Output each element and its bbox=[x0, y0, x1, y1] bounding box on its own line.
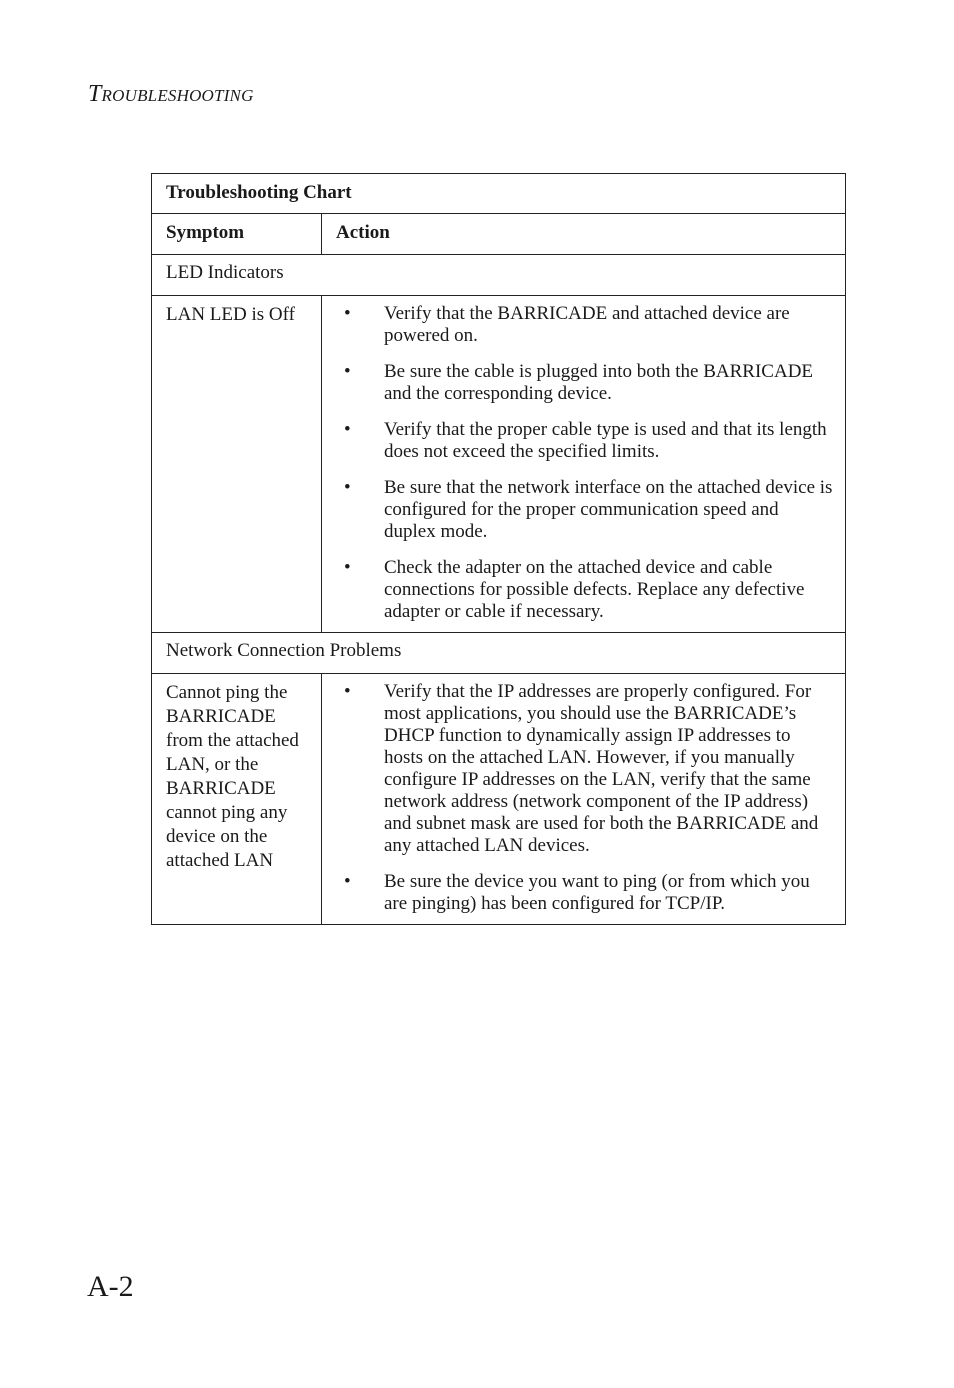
column-header-symptom: Symptom bbox=[152, 214, 322, 255]
column-header-action: Action bbox=[322, 214, 846, 255]
bullet-icon: • bbox=[344, 557, 351, 578]
action-list bbox=[336, 303, 833, 623]
bullet-icon: • bbox=[344, 303, 351, 324]
section-heading-network-connection-problems: Network Connection Problems bbox=[152, 633, 846, 674]
action-text: Be sure that the network interface on the attached device is configured for the proper communication speed and duplex mode. bbox=[384, 477, 833, 542]
bullet-icon: • bbox=[344, 681, 351, 702]
bullet-icon: • bbox=[344, 871, 351, 892]
table-title: Troubleshooting Chart bbox=[152, 174, 846, 214]
action-item bbox=[336, 871, 833, 915]
bullet-icon: • bbox=[344, 477, 351, 498]
section-heading-led-indicators: LED Indicators bbox=[152, 255, 846, 296]
table-title-row bbox=[152, 174, 846, 214]
action-cell bbox=[322, 296, 846, 633]
troubleshooting-chart bbox=[151, 173, 846, 925]
action-item bbox=[336, 419, 833, 463]
action-cell bbox=[322, 674, 846, 925]
action-item bbox=[336, 557, 833, 623]
table-row bbox=[152, 674, 846, 925]
action-text: Check the adapter on the attached device and cable connections for possible defects. Replace any defective adapter or cable if necessary. bbox=[384, 557, 805, 622]
action-text: Be sure the device you want to ping (or from which you are pinging) has been configured for TCP/IP. bbox=[384, 871, 810, 914]
section-row bbox=[152, 255, 846, 296]
action-item bbox=[336, 681, 833, 857]
action-text: Verify that the proper cable type is used and that its length does not exceed the specified limits. bbox=[384, 419, 827, 462]
action-text: Be sure the cable is plugged into both the BARRICADE and the corresponding device. bbox=[384, 361, 814, 404]
table-row bbox=[152, 296, 846, 633]
bullet-icon: • bbox=[344, 419, 351, 440]
action-item bbox=[336, 303, 833, 347]
symptom-cell: Cannot ping the BARRICADE from the attached LAN, or the BARRICADE cannot ping any device on the attached LAN bbox=[152, 674, 322, 925]
bullet-icon: • bbox=[344, 361, 351, 382]
action-text: Verify that the IP addresses are properly configured. For most applications, you should use the BARRICADE’s DHCP function to dynamically assign IP addresses to hosts on the attached LAN. However, if you manually configure IP addresses on the LAN, verify that the same network address (network component of the IP address) and subnet mask are used for both the BARRICADE and any attached LAN devices. bbox=[384, 681, 819, 856]
action-item bbox=[336, 361, 833, 405]
action-item bbox=[336, 477, 833, 543]
running-header: Troubleshooting bbox=[88, 81, 254, 107]
action-text: Verify that the BARRICADE and attached device are powered on. bbox=[384, 303, 790, 346]
section-row bbox=[152, 633, 846, 674]
symptom-cell: LAN LED is Off bbox=[152, 296, 322, 633]
action-list bbox=[336, 681, 833, 915]
page-number: A-2 bbox=[87, 1270, 134, 1303]
table-header-row bbox=[152, 214, 846, 255]
